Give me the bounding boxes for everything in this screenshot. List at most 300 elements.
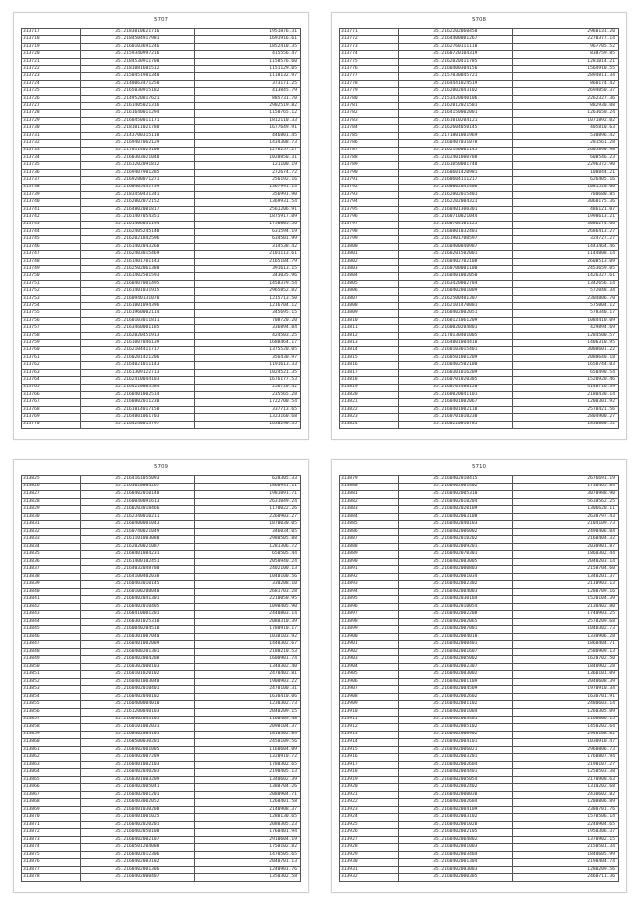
value-cell: 1323160.68	[195, 414, 301, 420]
table-row	[22, 724, 301, 732]
row-id-cell: 313811	[340, 325, 399, 331]
value-cell: 1470505.65	[195, 852, 301, 859]
table-row	[340, 852, 619, 860]
coordinate-cell: 35.2160201502001	[399, 251, 513, 257]
table-row	[340, 66, 619, 73]
coordinate-cell: 35.2153420040106	[399, 96, 513, 102]
value-cell: 1281306.72	[195, 544, 301, 551]
coordinate-cell: 35.2160402002208	[399, 611, 513, 618]
table-row	[22, 611, 301, 619]
coordinate-cell: 35.2181011021780	[81, 125, 195, 131]
value-cell: 2260903.27	[195, 514, 301, 521]
value-cell: 2686413.27	[513, 229, 619, 235]
table-row	[22, 499, 301, 507]
table-row	[340, 574, 619, 582]
table-row	[22, 769, 301, 777]
row-id-cell: 313737	[22, 177, 81, 183]
table-row	[340, 859, 619, 867]
value-cell: 1406310.95	[513, 340, 619, 346]
table-row	[22, 822, 301, 830]
row-id-cell: 313930	[340, 859, 399, 866]
table-row	[22, 266, 301, 273]
value-cell: 780680.85	[513, 192, 619, 198]
value-cell: 1750102.82	[195, 844, 301, 851]
row-id-cell: 313843	[22, 611, 81, 618]
table-row	[22, 649, 301, 657]
coordinate-cell: 35.2160402050100	[81, 829, 195, 836]
row-id-cell: 313727	[22, 103, 81, 109]
coordinate-cell: 35.2160400001043	[81, 521, 195, 528]
value-cell: 486121.07	[513, 207, 619, 213]
row-id-cell: 313921	[340, 792, 399, 799]
value-cell: 1691916.61	[195, 36, 301, 42]
value-cell: 1426327.61	[513, 273, 619, 279]
row-id-cell: 313738	[22, 185, 81, 191]
value-cell: 1350302.58	[195, 874, 301, 881]
table-row	[340, 133, 619, 140]
coordinate-cell: 35.2160402005102	[399, 724, 513, 731]
value-cell: 2570209.68	[513, 619, 619, 626]
row-id-cell: 313896	[340, 604, 399, 611]
table-row	[22, 536, 301, 544]
table-row	[22, 244, 301, 251]
row-id-cell: 313849	[22, 656, 81, 663]
table-row	[340, 407, 619, 414]
value-cell: 2402100.13	[195, 566, 301, 573]
value-cell: 346034.05	[195, 529, 301, 536]
row-id-cell: 313894	[340, 589, 399, 596]
row-id-cell: 313901	[340, 641, 399, 648]
value-cell: 2040209.15	[195, 709, 301, 716]
row-id-cell: 313926	[340, 829, 399, 836]
coordinate-cell: 35.2160402005310	[399, 491, 513, 498]
table-row	[22, 207, 301, 214]
coordinate-cell: 35.2161402043260	[81, 244, 195, 250]
row-id-cell: 313747	[22, 251, 81, 257]
table-row	[340, 377, 619, 384]
value-cell: 882930.08	[513, 103, 619, 109]
table-row	[22, 484, 301, 492]
coordinate-cell: 35.2161901700597	[399, 236, 513, 242]
coordinate-cell: 35.2160402005002	[399, 656, 513, 663]
coordinate-cell: 35.2161401701143	[81, 259, 195, 265]
row-id-cell: 313866	[22, 784, 81, 791]
table-row	[340, 626, 619, 634]
sheet-5710	[331, 459, 627, 893]
value-cell: 1950306.37	[513, 829, 619, 836]
value-cell: 356430.97	[195, 355, 301, 361]
table-row	[340, 656, 619, 664]
table-row	[340, 110, 619, 117]
row-id-cell: 313730	[22, 125, 81, 131]
value-cell: 1630290.35	[195, 422, 301, 428]
coordinate-cell: 35.2160401002514	[81, 392, 195, 398]
coordinate-cell: 35.2160407001495	[81, 281, 195, 287]
coordinate-cell: 35.2160402002302	[399, 581, 513, 588]
coordinate-cell: 35.2162140001145	[399, 148, 513, 154]
row-id-cell: 313829	[22, 506, 81, 513]
value-cell: 1284500.57	[513, 333, 619, 339]
row-id-cell: 313749	[22, 266, 81, 272]
value-cell: 1280130.65	[195, 814, 301, 821]
coordinate-cell: 35.2160402000401	[399, 641, 513, 648]
value-cell: 330208.10	[195, 581, 301, 588]
value-cell: 2190404.74	[513, 859, 619, 866]
table-row	[22, 229, 301, 236]
row-id-cell: 313875	[22, 852, 81, 859]
table-row	[22, 604, 301, 612]
row-id-cell: 313805	[340, 281, 399, 287]
row-id-cell: 313765	[22, 385, 81, 391]
row-id-cell: 313797	[340, 222, 399, 228]
value-cell: 121100.19	[195, 162, 301, 168]
table-row	[340, 266, 619, 273]
value-cell: 530896.42	[513, 133, 619, 139]
row-id-cell: 313864	[22, 769, 81, 776]
value-cell: 345695.15	[195, 310, 301, 316]
table-row	[22, 44, 301, 51]
value-cell: 336894.84	[195, 325, 301, 331]
row-id-cell: 313830	[22, 514, 81, 521]
value-cell: 272674.72	[195, 170, 301, 176]
value-cell: 2160404.32	[513, 536, 619, 543]
coordinate-cell: 35.2160203018466	[81, 506, 195, 513]
table-row	[22, 414, 301, 421]
row-id-cell: 313792	[340, 185, 399, 191]
table-row	[340, 340, 619, 347]
row-id-cell: 313795	[340, 207, 399, 213]
coordinate-cell: 35.2160402007001	[399, 626, 513, 633]
coordinate-cell: 35.2160401004231	[81, 551, 195, 558]
row-id-cell: 313880	[340, 484, 399, 491]
table-row	[22, 529, 301, 537]
row-id-cell: 313739	[22, 192, 81, 198]
value-cell: 1160604.09	[195, 747, 301, 754]
value-cell: 1280709.16	[513, 589, 619, 596]
row-id-cell: 313852	[22, 679, 81, 686]
table-row	[340, 709, 619, 717]
value-cell: 1330906.28	[513, 634, 619, 641]
coordinate-cell: 35.2160402003401	[399, 717, 513, 724]
coordinate-cell: 35.2160402012306	[81, 852, 195, 859]
row-id-cell: 313828	[22, 499, 81, 506]
coordinate-cell: 35.2160002041406	[399, 185, 513, 191]
table-row	[340, 514, 619, 522]
coordinate-cell: 35.2160040091613	[81, 499, 195, 506]
table-row	[340, 140, 619, 147]
coordinate-cell: 35.2161401031915	[81, 288, 195, 294]
table-row	[22, 799, 301, 807]
row-id-cell: 313844	[22, 619, 81, 626]
coordinate-cell: 35.2162340010211	[81, 514, 195, 521]
row-id-cell: 313867	[22, 792, 81, 799]
row-id-cell: 313762	[22, 362, 81, 368]
coordinate-cell: 35.2160402004509	[399, 686, 513, 693]
table-row	[340, 686, 619, 694]
table-row	[340, 521, 619, 529]
value-cell: 2490406.04	[513, 529, 619, 536]
value-cell: 3086274.66	[513, 222, 619, 228]
coordinate-cell: 35.2160403002052	[81, 799, 195, 806]
value-cell: 2450109.56	[195, 739, 301, 746]
row-id-cell: 313847	[22, 641, 81, 648]
coordinate-cell: 35.2160402003108	[399, 514, 513, 521]
table-row	[340, 762, 619, 770]
table-row	[22, 829, 301, 837]
row-id-cell: 313916	[340, 754, 399, 761]
coordinate-cell: 35.2160402001034	[399, 574, 513, 581]
table-row	[340, 318, 619, 325]
coordinate-cell: 35.2184504917981	[81, 36, 195, 42]
coordinate-cell: 35.2161406031194	[81, 222, 195, 228]
coordinate-cell: 35.2160402003201	[399, 754, 513, 761]
value-cell: 324727.27	[513, 236, 619, 242]
row-id-cell: 313919	[340, 777, 399, 784]
coordinate-cell: 35.2160402003404	[399, 852, 513, 859]
value-cell: 1240901.76	[195, 867, 301, 874]
sheet-title: 5709	[154, 464, 168, 470]
sheet-5709	[13, 459, 309, 893]
value-cell: 1040100.56	[195, 574, 301, 581]
table-row	[22, 867, 301, 875]
row-id-cell: 313755	[22, 310, 81, 316]
table-row	[22, 303, 301, 310]
coordinate-cell: 35.2171801001969	[399, 133, 513, 139]
value-cell: 2170908.63	[513, 777, 619, 784]
value-cell: 1369931.54	[195, 199, 301, 205]
value-cell: 626405.16	[513, 177, 619, 183]
table-row	[22, 619, 301, 627]
coordinate-cell: 35.2160402000902	[399, 732, 513, 739]
table-row	[340, 581, 619, 589]
table-row	[22, 333, 301, 340]
row-id-cell: 313879	[340, 476, 399, 483]
row-id-cell: 313718	[22, 36, 81, 42]
row-id-cell: 313860	[22, 739, 81, 746]
row-id-cell: 313791	[340, 177, 399, 183]
row-id-cell: 313758	[22, 333, 81, 339]
value-cell: 628305.33	[195, 476, 301, 483]
row-id-cell: 313756	[22, 318, 81, 324]
row-id-cell: 313723	[22, 73, 81, 79]
table-row	[22, 747, 301, 755]
row-id-cell: 313832	[22, 529, 81, 536]
table-row	[22, 566, 301, 574]
table-row	[22, 686, 301, 694]
table-row	[22, 399, 301, 406]
value-cell: 1981091.71	[195, 491, 301, 498]
coordinate-cell: 35.2160400004010	[81, 701, 195, 708]
table-row	[22, 66, 301, 73]
table-row	[22, 59, 301, 66]
coordinate-cell: 35.2160402002604	[399, 799, 513, 806]
coordinate-cell: 35.2163460001185	[81, 325, 195, 331]
table-row	[340, 649, 619, 657]
value-cell: 1630701.91	[513, 694, 619, 701]
table-row	[22, 596, 301, 604]
coordinate-cell: 35.2160700001100	[399, 266, 513, 272]
value-cell: 1260305.09	[513, 709, 619, 716]
value-cell: 1158576.60	[195, 59, 301, 65]
value-cell: 356991.90	[195, 192, 301, 198]
row-id-cell: 313839	[22, 581, 81, 588]
value-cell: 860174.42	[513, 81, 619, 87]
value-cell: 2165184.79	[195, 259, 301, 265]
value-cell: 1812110.33	[195, 118, 301, 124]
value-cell: 1520104.39	[513, 596, 619, 603]
table-row	[340, 273, 619, 280]
row-id-cell: 313763	[22, 370, 81, 376]
value-cell: 2190405.13	[195, 769, 301, 776]
row-id-cell: 313782	[340, 110, 399, 116]
table-row	[340, 370, 619, 377]
coordinate-cell: 35.2162104411717	[81, 347, 195, 353]
coordinate-cell: 35.2161309122713	[81, 370, 195, 376]
row-id-cell: 313732	[22, 140, 81, 146]
row-id-cell: 313842	[22, 604, 81, 611]
table-row	[22, 792, 301, 800]
table-row	[22, 476, 301, 484]
row-id-cell: 313834	[22, 544, 81, 551]
table-row	[340, 148, 619, 155]
row-id-cell: 313770	[22, 422, 81, 428]
value-cell: 1830800.52	[513, 422, 619, 428]
row-id-cell: 313885	[340, 521, 399, 528]
table-row	[22, 347, 301, 354]
row-id-cell: 313886	[340, 529, 399, 536]
table-row	[22, 177, 301, 184]
row-id-cell: 313806	[340, 288, 399, 294]
table-row	[22, 844, 301, 852]
row-id-cell: 313928	[340, 844, 399, 851]
coordinate-cell: 35.2160401001025	[81, 814, 195, 821]
sheet-5707	[13, 12, 309, 440]
row-id-cell: 313887	[340, 536, 399, 543]
value-cell: 1276257.27	[195, 148, 301, 154]
row-id-cell: 313853	[22, 686, 81, 693]
table-row	[340, 717, 619, 725]
table-row	[340, 476, 619, 484]
row-id-cell: 313905	[340, 671, 399, 678]
coordinate-cell: 35.2160407031078	[399, 140, 513, 146]
table-row	[340, 347, 619, 354]
value-cell: 1230302.73	[195, 701, 301, 708]
value-cell: 1780302.65	[195, 762, 301, 769]
row-id-cell: 313812	[340, 333, 399, 339]
row-id-cell: 313882	[340, 499, 399, 506]
value-cell: 1071892.02	[513, 118, 619, 124]
row-id-cell: 313769	[22, 414, 81, 420]
table-row	[22, 73, 301, 80]
table-row	[340, 551, 619, 559]
row-id-cell: 313776	[340, 66, 399, 72]
value-cell: 2101113.61	[195, 251, 301, 257]
table-row	[22, 155, 301, 162]
value-cell: 1367991.13	[195, 185, 301, 191]
coordinate-cell: 35.2160402010415	[399, 476, 513, 483]
coordinate-cell: 35.2160402020201	[81, 822, 195, 829]
table-row	[340, 822, 619, 830]
row-id-cell: 313914	[340, 739, 399, 746]
value-cell: 5638562.25	[513, 499, 619, 506]
value-cell: 1030103.92	[195, 634, 301, 641]
coordinate-cell: 35.2162403015469	[81, 251, 195, 257]
row-id-cell: 313724	[22, 81, 81, 87]
row-id-cell: 313876	[22, 859, 81, 866]
value-cell: 2110903.13	[513, 581, 619, 588]
row-id-cell: 313859	[22, 732, 81, 739]
row-id-cell: 313893	[340, 581, 399, 588]
row-id-cell: 313892	[340, 574, 399, 581]
table-row	[340, 392, 619, 399]
row-id-cell: 313868	[22, 799, 81, 806]
row-id-cell: 313796	[340, 214, 399, 220]
table-row	[340, 355, 619, 362]
table-row	[22, 133, 301, 140]
coordinate-cell: 35.2160220010785	[399, 422, 513, 428]
value-cell: 2190107.27	[513, 762, 619, 769]
row-id-cell: 313780	[340, 96, 399, 102]
value-cell: 1084410.09	[513, 318, 619, 324]
value-cell: 885731.70	[195, 96, 301, 102]
coordinate-cell: 35.2160710021044	[399, 214, 513, 220]
row-id-cell: 313759	[22, 340, 81, 346]
coordinate-cell: 35.2160402003102	[81, 859, 195, 866]
value-cell: 1170022.26	[195, 506, 301, 513]
coordinate-cell: 35.2161407054351	[81, 214, 195, 220]
table-row	[340, 185, 619, 192]
row-id-cell: 313835	[22, 551, 81, 558]
coordinate-cell: 35.2161405021316	[81, 103, 195, 109]
table-row	[22, 732, 301, 740]
value-cell: 2080310.39	[195, 619, 301, 626]
coordinate-cell: 35.2162020451913	[81, 333, 195, 339]
coordinate-cell: 35.2160400201301	[81, 649, 195, 656]
row-id-cell: 313855	[22, 701, 81, 708]
data-table	[339, 475, 619, 882]
coordinate-cell: 35.2161402501593	[81, 273, 195, 279]
row-id-cell: 313922	[340, 799, 399, 806]
table-row	[22, 837, 301, 845]
coordinate-cell: 35.2169407901285	[81, 170, 195, 176]
table-row	[340, 589, 619, 597]
table-row	[340, 399, 619, 406]
coordinate-cell: 35.2160402004109	[399, 807, 513, 814]
value-cell: 1320910.72	[195, 754, 301, 761]
table-row	[22, 281, 301, 288]
table-row	[22, 392, 301, 399]
table-row	[22, 318, 301, 325]
coordinate-cell: 35.2160402001304	[399, 859, 513, 866]
coordinate-cell: 35.2160402001109	[399, 679, 513, 686]
row-id-cell: 313869	[22, 807, 81, 814]
coordinate-cell: 35.2160401002110	[399, 407, 513, 413]
coordinate-cell: 35.2160402001607	[399, 649, 513, 656]
coordinate-cell: 35.2160301025310	[81, 619, 195, 626]
row-id-cell: 313821	[340, 399, 399, 405]
value-cell: 1151129.05	[195, 66, 301, 72]
value-cell: 650505.44	[195, 551, 301, 558]
row-id-cell: 313890	[340, 559, 399, 566]
coordinate-cell: 35.2164150002001	[399, 110, 513, 116]
row-id-cell: 313760	[22, 347, 81, 353]
table-row	[340, 303, 619, 310]
value-cell: 2080904.71	[195, 792, 301, 799]
table-row	[22, 288, 301, 295]
value-cell: 2240904.65	[513, 822, 619, 829]
value-cell: 1370902.15	[513, 837, 619, 844]
table-row	[340, 679, 619, 687]
